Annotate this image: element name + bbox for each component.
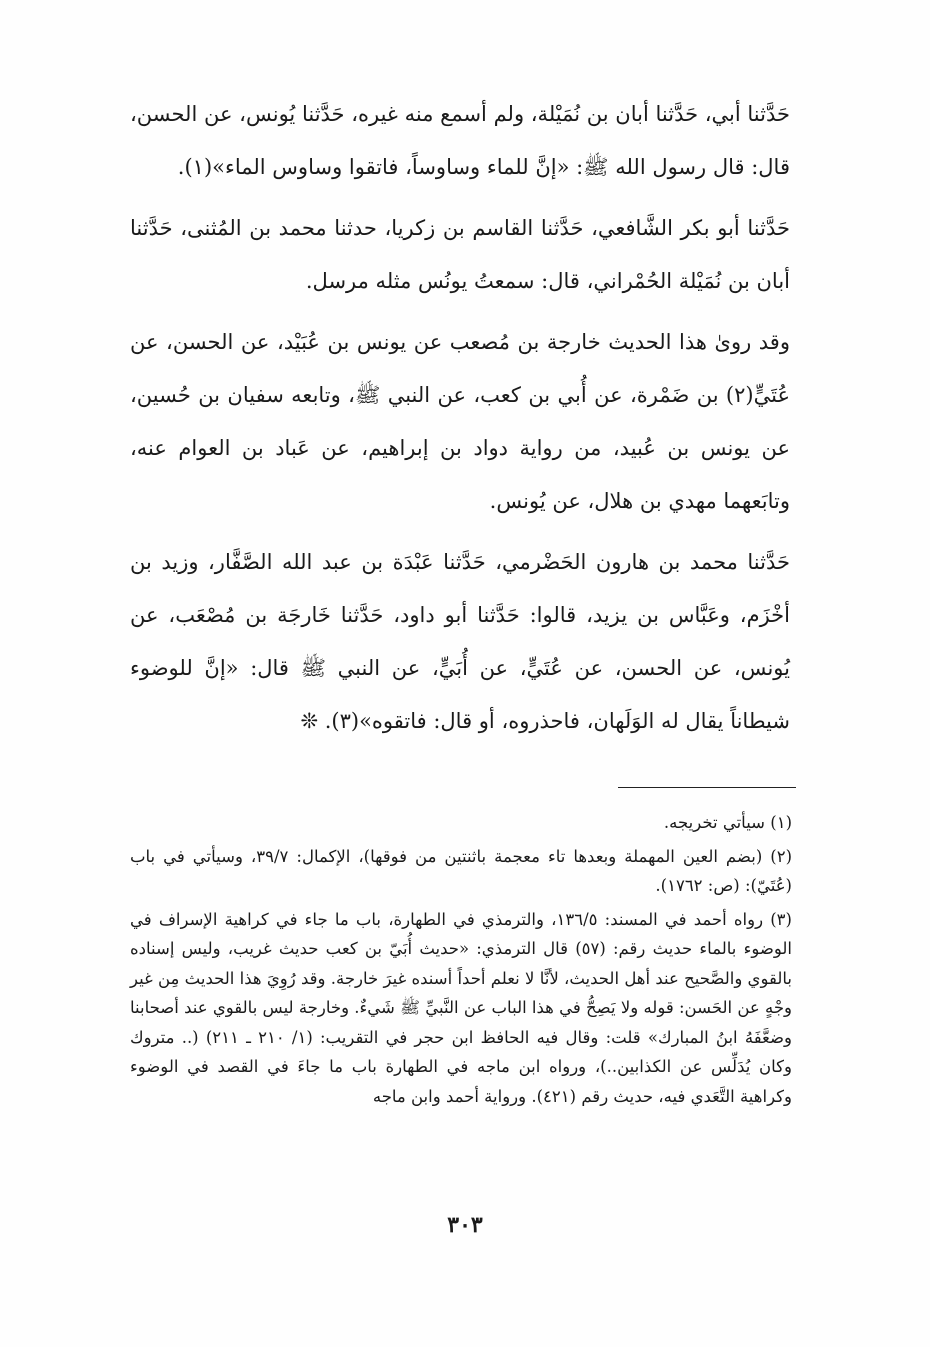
footnote-1: (١) سيأتي تخريجه. [663,813,792,832]
paragraph-4: حَدَّثنا محمد بن هارون الحَضْرمي، حَدَّثنا عَبْدَة بن عبد الله الصَّفَّار، وزيد بن أخْزَم، وعَبَّاس بن يزيد، قالوا: حَدَّثنا أبو داود، حَدَّثنا خَارجَة بن مُصْعَب، عن يُونس، عن الحسن، عن عُتَيٍّ، عن أُبَيٍّ، عن النبي ﷺ قال: «إنَّ للوضوء شيطاناً يقال له الوَلَهان، فاحذروه، أو قال: فاتقوه»(٣). ❊ [130,550,790,733]
footnote-3: (٣) رواه أحمد في المسند: ١٣٦/٥، والترمذي في الطهارة، باب ما جاء في كراهية الإسراف في الوضوء بالماء حديث رقم: (٥٧) قال الترمذي: «حديث أُبَيّ بن كعب حديث غريب، وليس إسناده بالقوي والصَّحيح عند أهل الحديث، لأنَّا لا نعلم أحداً أسنده غيرَ خارجة. وقد رُوِيَ هذا الحديث مِن غير وجْهٍ عن الحَسن: قوله ولا يَصِحُّ في هذا الباب عن النَّبيِّ ﷺ شَيءٌ. وخارجة ليس بالقوي عند أصحابنا وضعَّفَهُ ابنُ المبارك» قلت: وقال فيه الحافظ ابن حجر في التقريب: (١/ ٢١٠ ـ ٢١١) (.. متروك وكان يُدَلِّس عن الكذابين..)، ورواه ابن ماجه في الطهارة باب ما جاءَ في القصد في الوضوء وكراهية التَّعَدي فيه، حديث رقم (٤٢١). ورواية أحمد وابن ماجه [130,909,793,1106]
page-number: ٣٠٣ [447,1212,483,1238]
footnote-divider [618,787,796,788]
footnotes [130,808,792,1115]
paragraph-3: وقد روىٰ هذا الحديث خارجة بن مُصعب عن يونس بن عُبَيْد، عن الحسن، عن عُتَيٍّ(٢) بن ضَمْرة، عن أُبي بن كعب، عن النبي ﷺ، وتابعه سفيان بن حُسين، عن يونس بن عُبيد، من رواية دواد بن إبراهيم، عن عَباد بن العوام عنه، وتابَعهما مهدي بن هلال، عن يُونس. [130,330,790,513]
paragraph-1: حَدَّثنا أبي، حَدَّثنا أبان بن نُمَيْلة، ولم أسمع منه غيره، حَدَّثنا يُونس، عن الحسن، قال: قال رسول الله ﷺ: «إنَّ للماء وساوساً، فاتقوا وساوس الماء»(١). [130,102,790,179]
main-text [130,88,790,748]
footnote-2: (٢) (بضم العين المهملة وبعدها تاء معجمة باثنتين من فوقها)، الإكمال: ٣٩/٧، وسيأتي في باب (عُتَيّ): (ص: ١٧٦٢). [130,846,792,895]
paragraph-2: حَدَّثنا أبو بكر الشَّافعي، حَدَّثنا القاسم بن زكريا، حدثنا محمد بن المُثنى، حَدَّثنا أبان بن نُمَيْلة الحُمْراني، قال: سمعتُ يونُس مثله مرسل. [130,216,790,293]
